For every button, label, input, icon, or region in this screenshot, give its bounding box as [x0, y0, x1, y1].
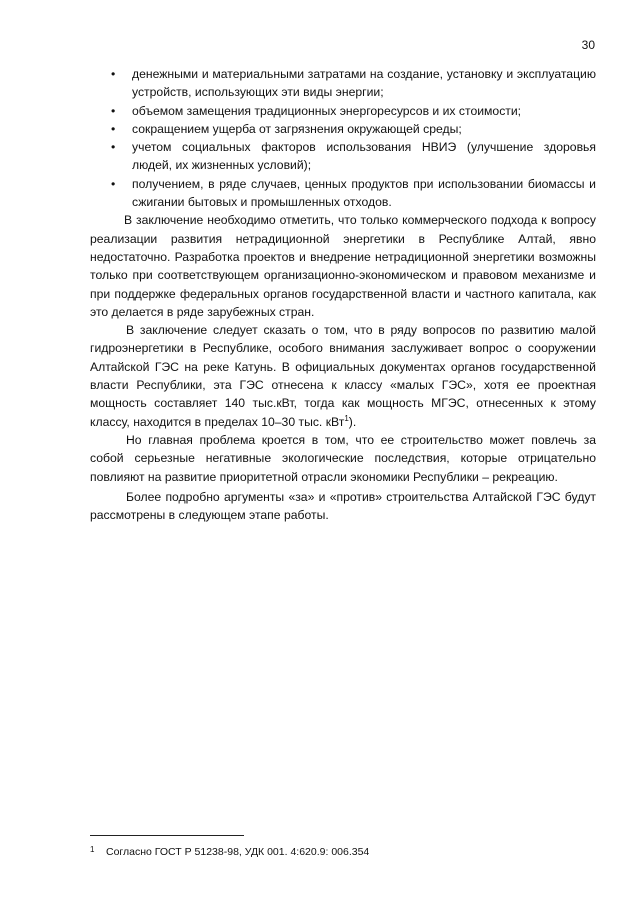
paragraph-altai-hpp-text: В заключение следует сказать о том, что в ряду вопросов по развитию малой гидроэнергетики в Республике, особого внимания заслуживает вопрос о сооружении Алтайской ГЭС на реке Катунь. В официальных документах органов государственной власти Республики, эта ГЭС отнесена к классу «малых ГЭС», хотя ее проектная мощность составляет 140 тыс.кВт, тогда как мощность МГЭС, отнесенных к этому классу, находится в пределах 10–30 тыс. кВт [90, 323, 596, 429]
paragraph-further-arguments: Более подробно аргументы «за» и «против» строительства Алтайской ГЭС будут рассмотрены в следующем этапе работы. [90, 489, 596, 523]
bullet-text: объемом замещения традиционных энергоресурсов и их стоимости; [132, 103, 522, 118]
page-number: 30 [581, 38, 595, 52]
bullet-item [90, 138, 596, 175]
bullet-item [90, 120, 596, 138]
page-body [90, 65, 596, 524]
bullet-item [90, 175, 596, 212]
paragraph-altai-hpp [90, 321, 596, 431]
paragraph-conclusion-commercial: В заключение необходимо отметить, что только коммерческого подхода к вопросу реализации развития нетрадиционной энергетики в Республике Алтай, явно недостаточно. Разработка проектов и внедрение нетрадиционной энергетики возможны только при соответствующем организационно-экономическом и правовом механизме и при поддержке федеральных органов государственной власти и частного капитала, как это делается в ряде зарубежных стран. [90, 213, 596, 319]
paragraph-main-problem: Но главная проблема кроется в том, что ее строительство может повлечь за собой серьезные негативные экологические последствия, которые отрицательно повлияют на развитие приоритетной отрасли экономики Республики – рекреацию. [90, 432, 596, 484]
bullet-item [90, 102, 596, 120]
bullet-text: денежными и материальными затратами на создание, установку и эксплуатацию устройств, использующих эти виды энергии; [132, 67, 596, 100]
paragraph-altai-hpp-end: ). [348, 414, 357, 429]
bullet-icon: • [111, 103, 116, 118]
bullet-icon: • [111, 67, 116, 81]
bullet-text: учетом социальных факторов использования НВИЭ (улучшение здоровья людей, их жизненных условий); [132, 140, 596, 173]
bullet-icon: • [111, 176, 116, 191]
footnote-divider [90, 835, 244, 836]
footnote [90, 845, 596, 859]
bullet-icon: • [111, 140, 116, 155]
bullet-item [90, 65, 596, 102]
footnote-text: Согласно ГОСТ Р 51238-98, УДК 001. 4:620.9: 006.354 [106, 846, 370, 858]
bullet-icon: • [111, 121, 116, 136]
bullet-text: получением, в ряде случаев, ценных продуктов при использовании биомассы и сжигании бытовых и промышленных отходов. [132, 176, 596, 210]
bullet-list [90, 65, 596, 211]
bullet-text: сокращением ущерба от загрязнения окружающей среды; [132, 121, 462, 136]
footnote-reference[interactable]: 1 [344, 413, 349, 423]
footnote-mark: 1 [90, 845, 95, 854]
